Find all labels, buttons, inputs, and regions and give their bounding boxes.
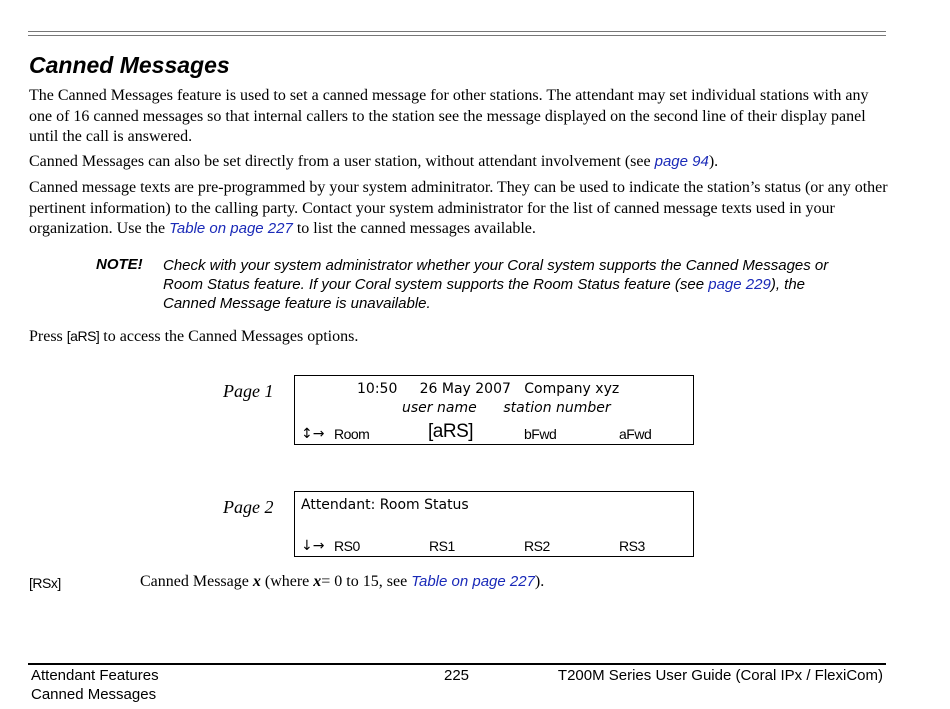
page-number: 225	[444, 667, 470, 684]
scroll-arrow-icon: ↕→	[301, 426, 325, 442]
press-before: Press	[29, 328, 67, 345]
softkey-ars[interactable]: [aRS]	[428, 421, 474, 442]
rsx-x-var-2: x	[313, 573, 322, 590]
header-rule-bottom	[28, 35, 886, 36]
note-label: NOTE!	[96, 256, 143, 273]
rsx-table-link[interactable]: Table on page 227	[411, 573, 535, 590]
p2-text-before: Canned Messages can also be set directly from a user station, without attendant involvement (see	[29, 153, 655, 170]
softkey-afwd[interactable]: aFwd	[619, 426, 652, 442]
press-after: to access the Canned Messages options.	[99, 328, 359, 345]
rsx-desc-mid1: (where	[260, 573, 314, 590]
page-title: Canned Messages	[29, 52, 230, 78]
page-1-label: Page 1	[223, 381, 274, 401]
footer-section: Attendant Features	[31, 667, 159, 684]
rsx-description	[140, 573, 544, 591]
softkey-room[interactable]: Room	[334, 426, 370, 442]
page-1-user-line: user name station number	[402, 400, 611, 416]
page-94-link[interactable]: page 94	[654, 153, 709, 170]
down-arrow-icon: ↓→	[301, 538, 325, 554]
display-panel-page-2	[294, 491, 694, 557]
softkey-rs0[interactable]: RS0	[334, 538, 360, 554]
footer-rule	[28, 663, 886, 665]
page-2-label: Page 2	[223, 497, 274, 517]
p3-text-after: to list the canned messages available.	[292, 220, 536, 237]
softkey-rs1[interactable]: RS1	[429, 538, 455, 554]
softkey-rs2[interactable]: RS2	[524, 538, 550, 554]
note-text-before: Check with your system administrator whether your Coral system supports the Canned Messages or Room Status feature. If your Coral system supports the Room Status feature (see	[163, 257, 829, 293]
rsx-key: [RSx]	[29, 575, 61, 591]
display-panel-page-1	[294, 375, 694, 445]
p3-text-before: Canned message texts are pre-programmed by your system adminitrator. They can be used to indicate the station’s status (or any other pertinent information) to the calling party. Contact your system administrator for the list of canned message texts used in your organization. Use the	[29, 179, 888, 237]
rsx-desc-before: Canned Message	[140, 573, 253, 590]
table-page-227-link[interactable]: Table on page 227	[169, 220, 293, 237]
note-text	[163, 256, 853, 313]
rsx-x-var-1: x	[252, 573, 261, 590]
user-station-paragraph	[29, 152, 891, 173]
page-2-title-line: Attendant: Room Status	[301, 497, 469, 513]
p2-text-after: ).	[708, 153, 719, 170]
ars-key: [aRS]	[66, 328, 100, 344]
footer-document-title: T200M Series User Guide (Coral IPx / FlexiCom)	[557, 667, 883, 684]
press-instruction	[29, 326, 891, 348]
softkey-rs3[interactable]: RS3	[619, 538, 645, 554]
rsx-desc-after: ).	[534, 573, 545, 590]
header-rule-top	[28, 31, 886, 32]
page-1-status-line: 10:50 26 May 2007 Company xyz	[357, 381, 620, 397]
page-229-link[interactable]: page 229	[708, 276, 771, 293]
canned-texts-paragraph	[29, 178, 891, 240]
note-text-after: ), the Canned Message feature is unavailable.	[163, 276, 806, 312]
intro-paragraph: The Canned Messages feature is used to set a canned message for other stations. The attendant may set individual stations with any one of 16 canned messages so that internal callers to the station see the message displayed on the second line of their display panel until the call is answered.	[29, 87, 869, 145]
softkey-bfwd[interactable]: bFwd	[524, 426, 557, 442]
rsx-desc-mid2: = 0 to 15, see	[321, 573, 412, 590]
footer-subsection: Canned Messages	[31, 686, 157, 703]
